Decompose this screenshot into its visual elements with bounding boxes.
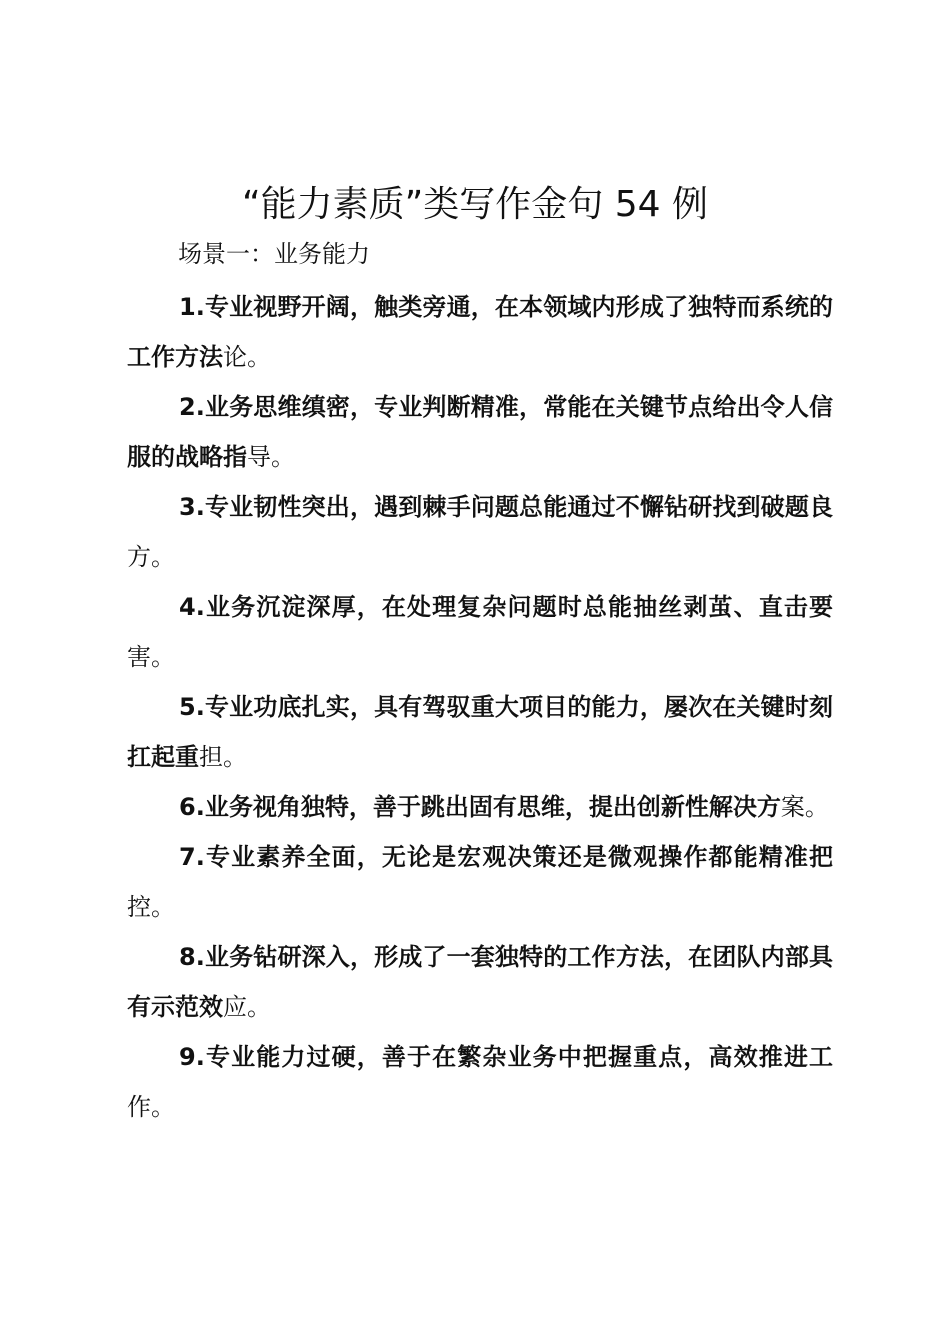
item-bold-text: 5.专业功底扎实，具有驾驭重大项目的能力，屡次在关键时刻扛起重 bbox=[127, 693, 833, 771]
item-bold-text: 6.业务视角独特，善于跳出固有思维，提出创新性解决方 bbox=[179, 793, 781, 821]
item-bold-text: 7.专业素养全面，无论是宏观决策还是微观操作都能精准把 bbox=[179, 843, 833, 871]
document-title: “能力素质”类写作金句 54 例 bbox=[242, 184, 708, 225]
item-bold-text: 8.业务钻研深入，形成了一套独特的工作方法，在团队内部具有示范效 bbox=[127, 943, 833, 1021]
item-bold-text: 1.专业视野开阔，触类旁通，在本领域内形成了独特而系统的工作方法 bbox=[127, 293, 833, 371]
item-tail-text: 导。 bbox=[247, 443, 295, 471]
list-item bbox=[127, 382, 833, 482]
item-bold-text: 4.业务沉淀深厚，在处理复杂问题时总能抽丝剥茧、直击要 bbox=[179, 593, 833, 621]
item-tail-text: 作。 bbox=[127, 1093, 175, 1121]
item-tail-text: 控。 bbox=[127, 893, 175, 921]
list-item bbox=[127, 282, 833, 382]
list-item bbox=[127, 832, 833, 932]
list-item bbox=[127, 682, 833, 782]
item-list bbox=[127, 282, 833, 1132]
list-item bbox=[127, 782, 833, 832]
item-tail-text: 害。 bbox=[127, 643, 175, 671]
item-bold-text: 9.专业能力过硬，善于在繁杂业务中把握重点，高效推进工 bbox=[179, 1043, 833, 1071]
item-bold-text: 3.专业韧性突出，遇到棘手问题总能通过不懈钻研找到破题良 bbox=[179, 493, 833, 521]
list-item bbox=[127, 482, 833, 582]
list-item bbox=[127, 932, 833, 1032]
item-tail-text: 案。 bbox=[780, 793, 829, 821]
list-item bbox=[127, 1032, 833, 1132]
item-bold-text: 2.业务思维缜密，专业判断精准，常能在关键节点给出令人信服的战略指 bbox=[127, 393, 833, 471]
list-item bbox=[127, 582, 833, 682]
item-tail-text: 担。 bbox=[199, 743, 247, 771]
item-tail-text: 应。 bbox=[223, 993, 271, 1021]
item-tail-text: 方。 bbox=[127, 543, 175, 571]
item-tail-text: 论。 bbox=[223, 343, 271, 371]
scene-heading: 场景一：业务能力 bbox=[178, 240, 370, 268]
